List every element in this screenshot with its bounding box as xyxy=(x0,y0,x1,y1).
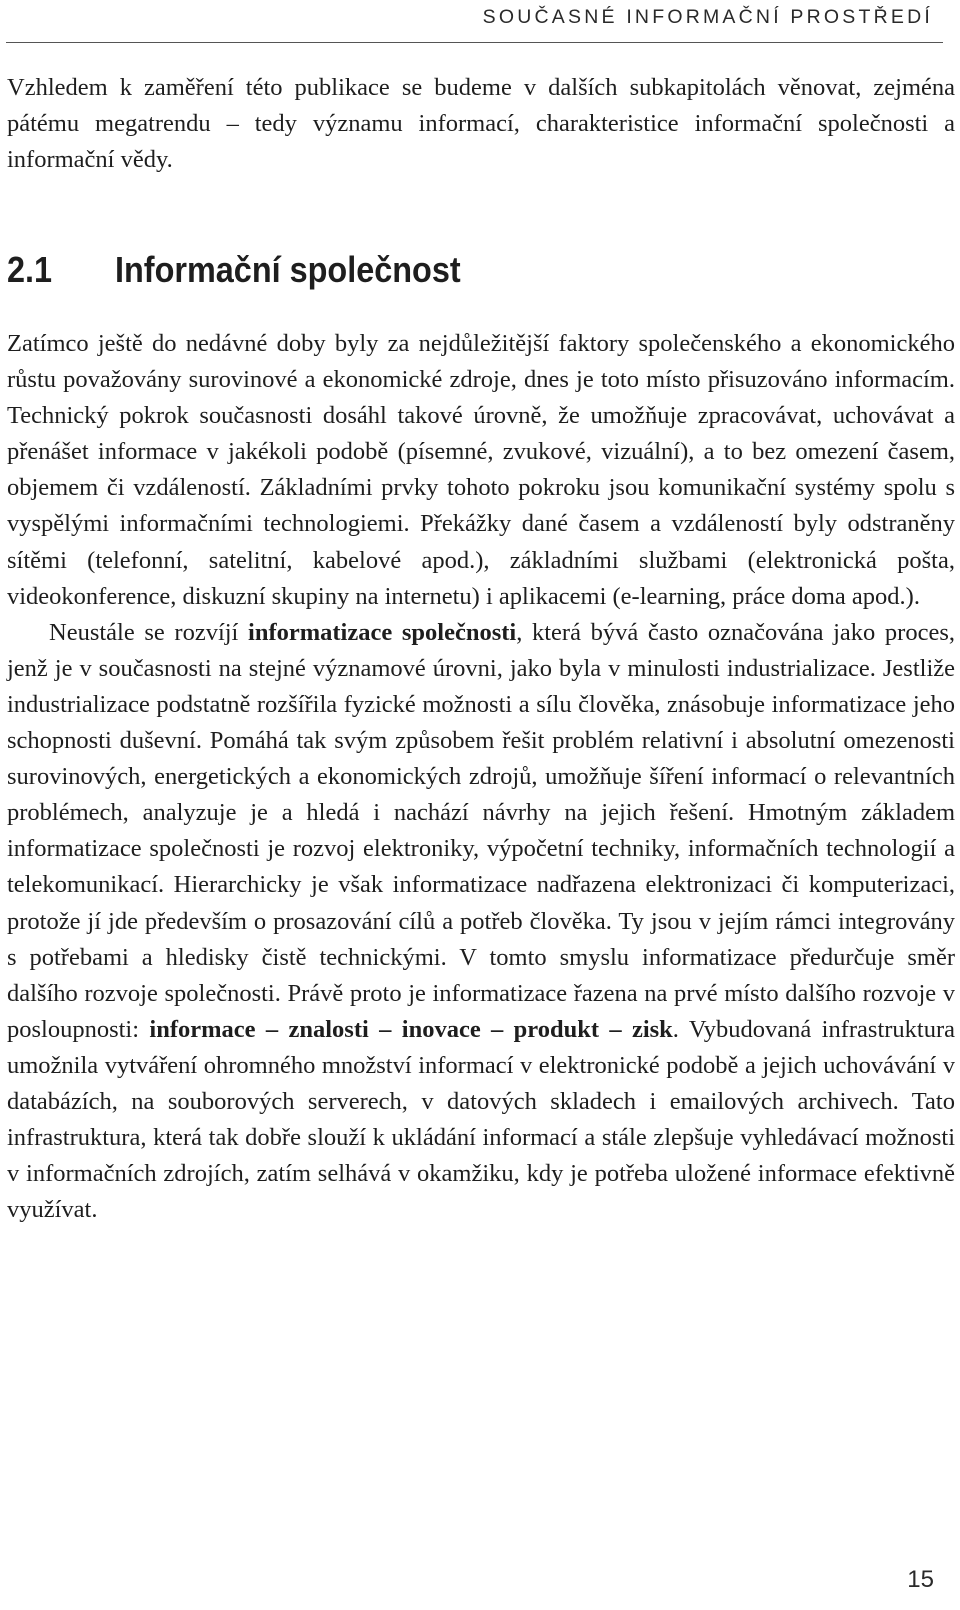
paragraph-lead: Neustále se rozvíjí xyxy=(49,618,249,646)
intro-paragraph: Vzhledem k zaměření této publikace se budeme v dalších subkapitolách věnovat, zejména pátému megatrendu – tedy významu informací, charakteristice informační společnosti a informační vědy. xyxy=(7,74,955,174)
paragraph-text-b: . Vybudovaná infrastruktura umožnila vytváření ohromného množství informací v elektronické podobě a jejich uchovávání v databázích, na souborových serverech, v datových skladech i emailových archivech. Tato infrastruktura, která tak dobře slouží k ukládání informací a stále zlepšuje vyhledávací možnosti v informačních zdrojích, zatím selhává v okamžiku, kdy je potřeba uložené informace efektivně využívat. xyxy=(7,1015,956,1224)
section-title: Informační společnost xyxy=(115,249,461,290)
intro-block xyxy=(7,70,955,178)
development-sequence: informace – znalosti – inovace – produkt – zisk xyxy=(149,1015,673,1043)
paragraph-text-a: , která bývá často označována jako proces, jenž je v současnosti na stejné významové úrovni, jako byla v minulosti industrializace. Jestliže industrializace podstatně rozšířila fyzické možnosti a sílu člověka, znásobuje informatizace jeho schopnosti duševní. Pomáhá tak svým způsobem řešit problém relativní i absolutní omezenosti surovinových, energetických a ekonomických zdrojů, umožňuje šíření informací o relevantních problémech, analyzuje je a hledá i nachází návrhy na jejich řešení. Hmotným základem informatizace společnosti je rozvoj elektroniky, výpočetní techniky, informačních technologií a telekomunikací. Hierarchicky je však informatizace nadřazena elektronizaci či komputerizaci, protože jí jde především o prosazování cílů a potřeb člověka. Ty jsou v jejím rámci integrovány s potřebami a hledisky čistě technickými. V tomto smyslu informatizace předurčuje směr dalšího rozvoje společnosti. Právě proto je informatizace řazena na prvé místo dalšího rozvoje v posloupnosti: xyxy=(7,618,955,1043)
running-header: SOUČASNÉ INFORMAČNÍ PROSTŘEDÍ xyxy=(482,6,933,28)
body-paragraph-2 xyxy=(7,615,955,1229)
page-number: 15 xyxy=(907,1566,934,1593)
key-term: informatizace společnosti xyxy=(248,618,517,646)
section-heading xyxy=(7,248,461,292)
body-paragraph-1: Zatímco ještě do nedávné doby byly za nejdůležitější faktory společenského a ekonomického růstu považovány surovinové a ekonomické zdroje, dnes je toto místo přisuzováno informacím. Technický pokrok současnosti dosáhl takové úrovně, že umožňuje zpracovávat, uchovávat a přenášet informace v jakékoli podobě (písemné, zvukové, vizuální), a to bez omezení časem, objemem či vzdáleností. Základními prvky tohoto pokroku jsou komunikační systémy spolu s vyspělými informačními technologiemi. Překážky dané časem a vzdáleností byly odstraněny sítěmi (telefonní, satelitní, kabelové apod.), základními službami (elektronická pošta, videokonference, diskuzní skupiny na internetu) i aplikacemi (e-learning, práce doma apod.). xyxy=(7,330,955,610)
section-number: 2.1 xyxy=(7,249,53,290)
header-rule xyxy=(6,42,943,43)
section-body xyxy=(7,326,955,1228)
